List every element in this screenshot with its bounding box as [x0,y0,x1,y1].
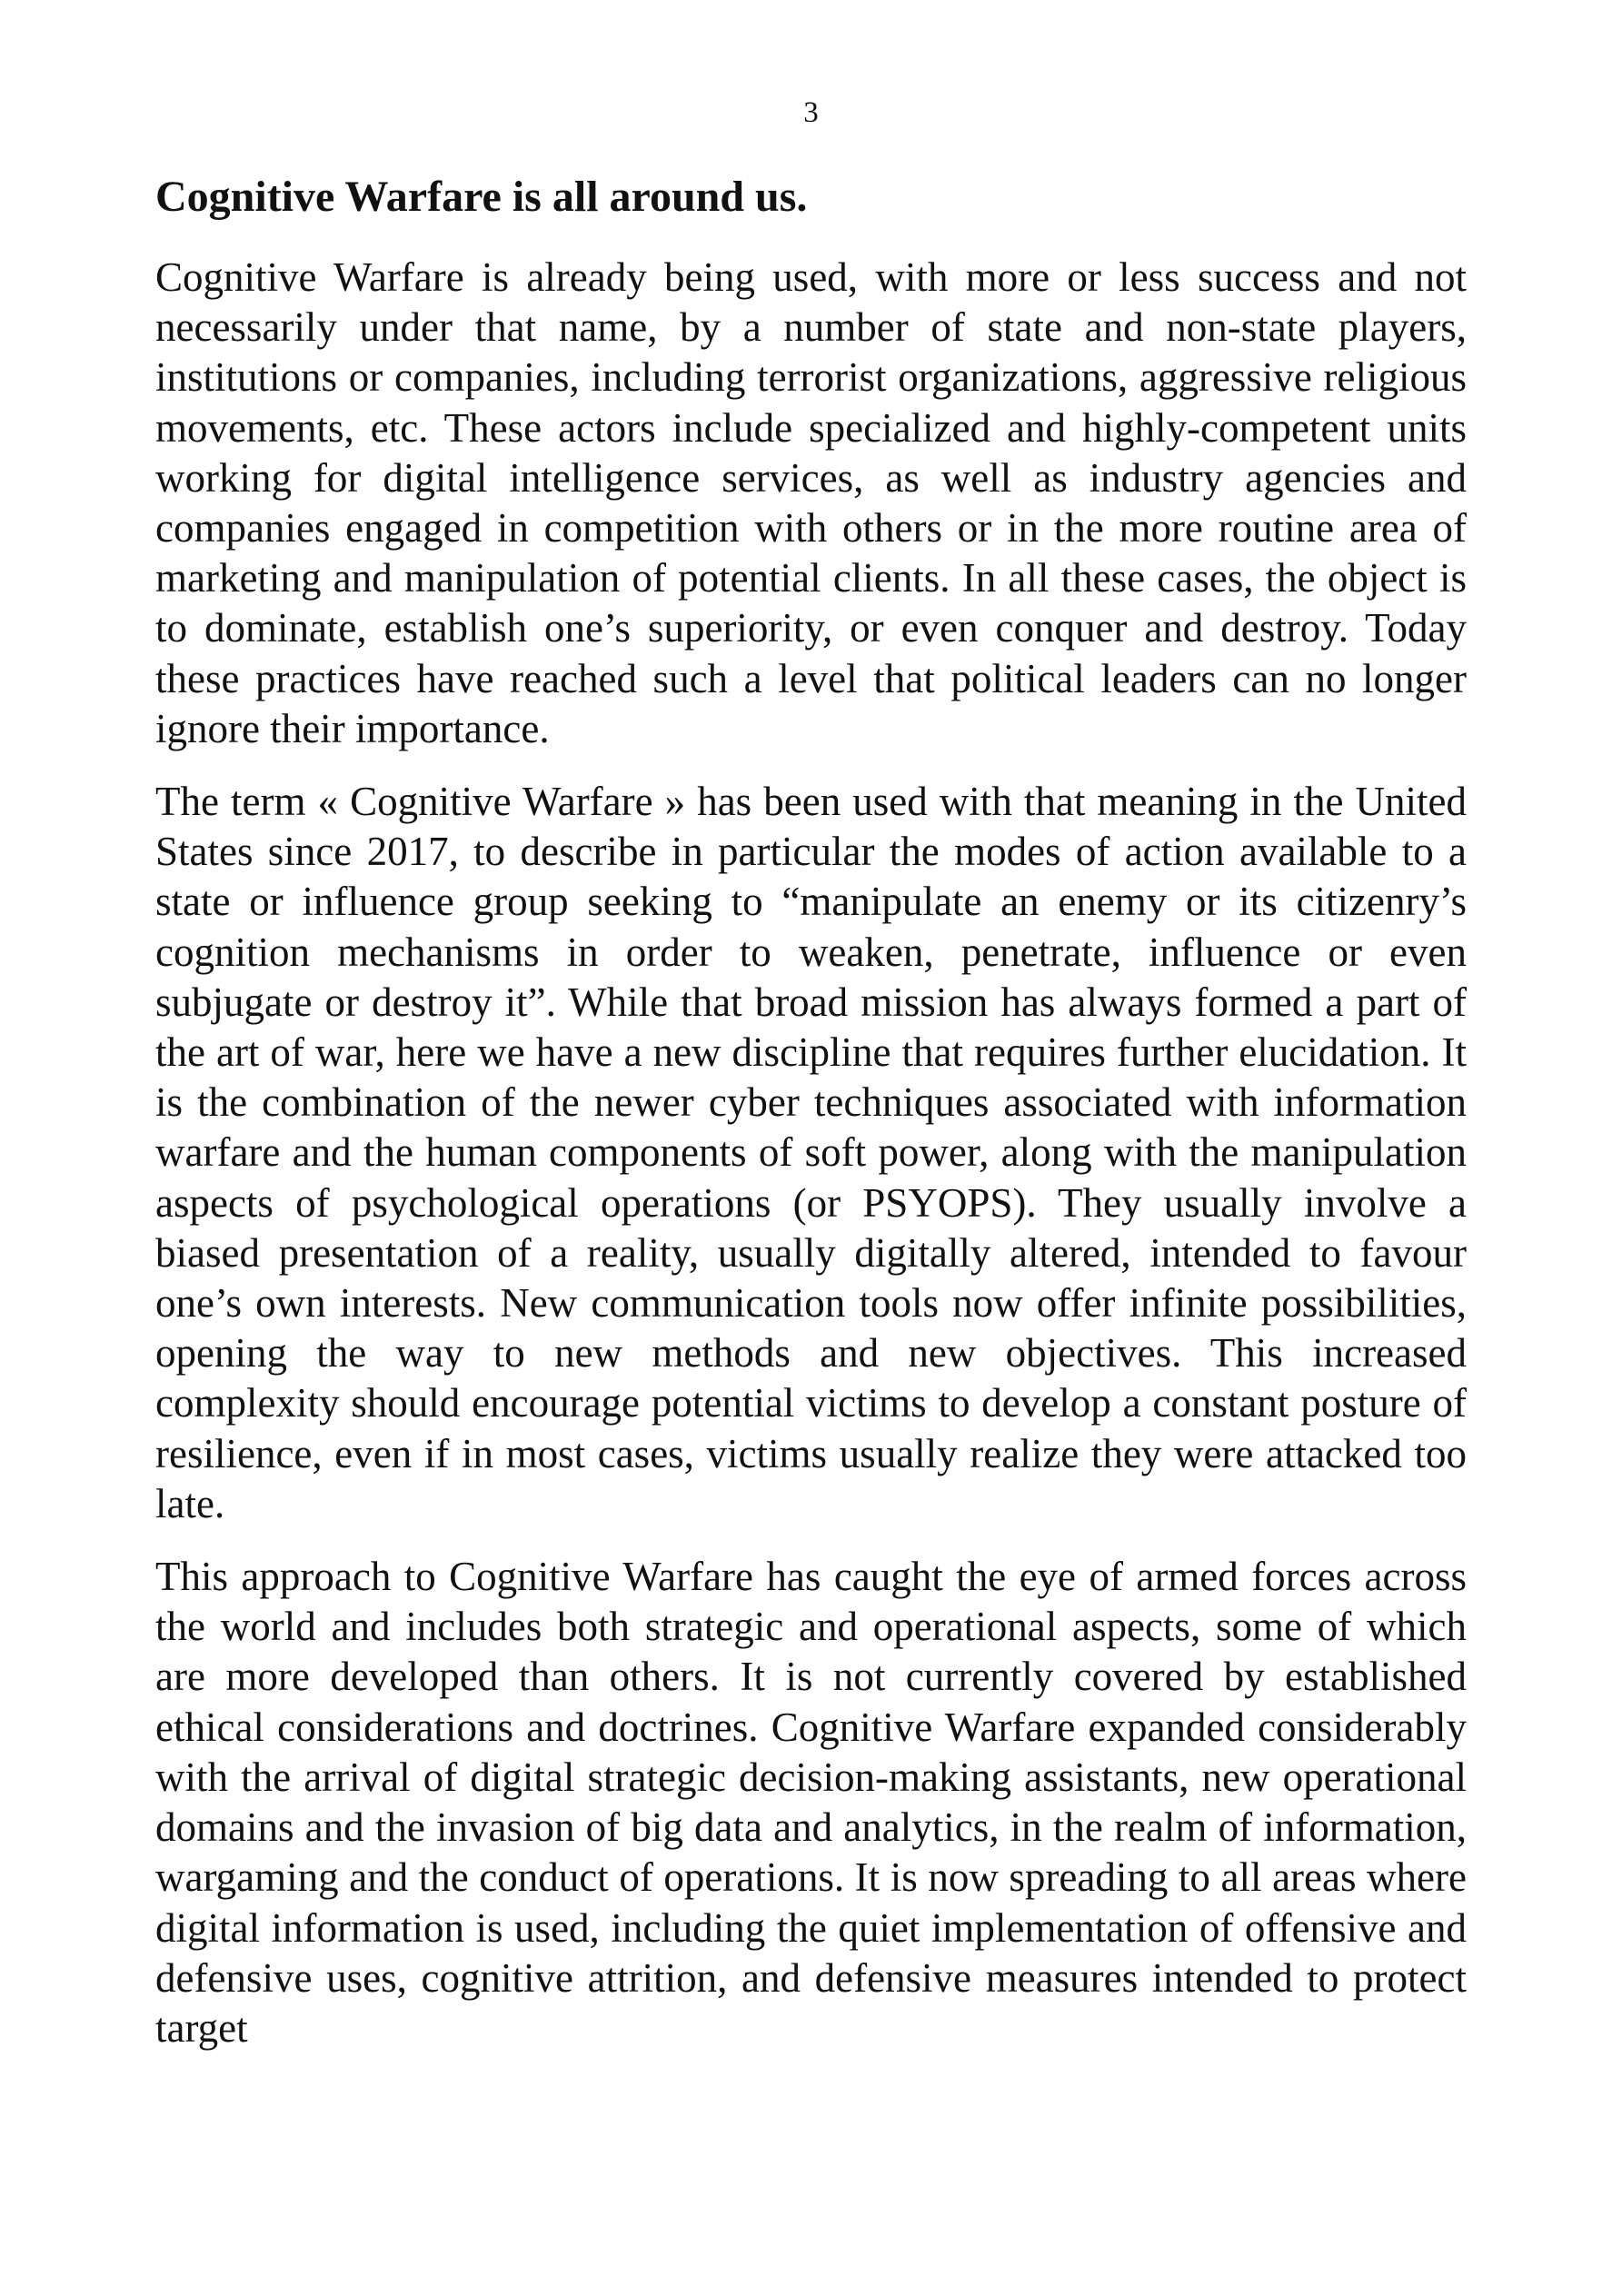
paragraph-1: Cognitive Warfare is already being used, with more or less success and not necessarily under that name, by a number of state and non-state players, institutions or companies, including terrorist organizations, aggressive religious movements, etc. These actors include specialized and highly-competent units working for digital intelligence services, as well as industry agencies and companies engaged in competition with others or in the more routine area of marketing and manipulation of potential clients. In all these cases, the object is to dominate, establish one’s superiority, or even conquer and destroy. Today these practices have reached such a level that political leaders can no longer ignore their importance. [155,254,1467,751]
page-number: 3 [803,96,819,129]
paragraph-2: The term « Cognitive Warfare » has been used with that meaning in the United States since 2017, to describe in particular the modes of action available to a state or influence group seeking to “manipulate an enemy or its citizenry’s cognition mechanisms in order to weaken, penetrate, influence or even subjugate or destroy it”. While that broad mission has always formed a part of the art of war, here we have a new discipline that requires further elucidation. It is the combination of the newer cyber techniques associated with information warfare and the human components of soft power, along with the manipulation aspects of psychological operations (or PSYOPS). They usually involve a biased presentation of a reality, usually digitally altered, intended to favour one’s own interests. New communication tools now offer infinite possibilities, opening the way to new methods and new objectives. This increased complexity should encourage potential victims to develop a constant posture of resilience, even if in most cases, victims usually realize they were attacked too late. [155,779,1467,1526]
section-heading: Cognitive Warfare is all around us. [155,173,808,221]
paragraph-3: This approach to Cognitive Warfare has caught the eye of armed forces across the world and includes both strategic and operational aspects, some of which are more developed than others. It is not currently covered by established ethical considerations and doctrines. Cognitive Warfare expanded considerably with the arrival of digital strategic decision-making assistants, new operational domains and the invasion of big data and analytics, in the realm of information, wargaming and the conduct of operations. It is now spreading to all areas where digital information is used, including the quiet implementation of offensive and defensive uses, cognitive attrition, and defensive measures intended to protect target [155,1554,1467,2051]
page-content [155,169,1467,2076]
